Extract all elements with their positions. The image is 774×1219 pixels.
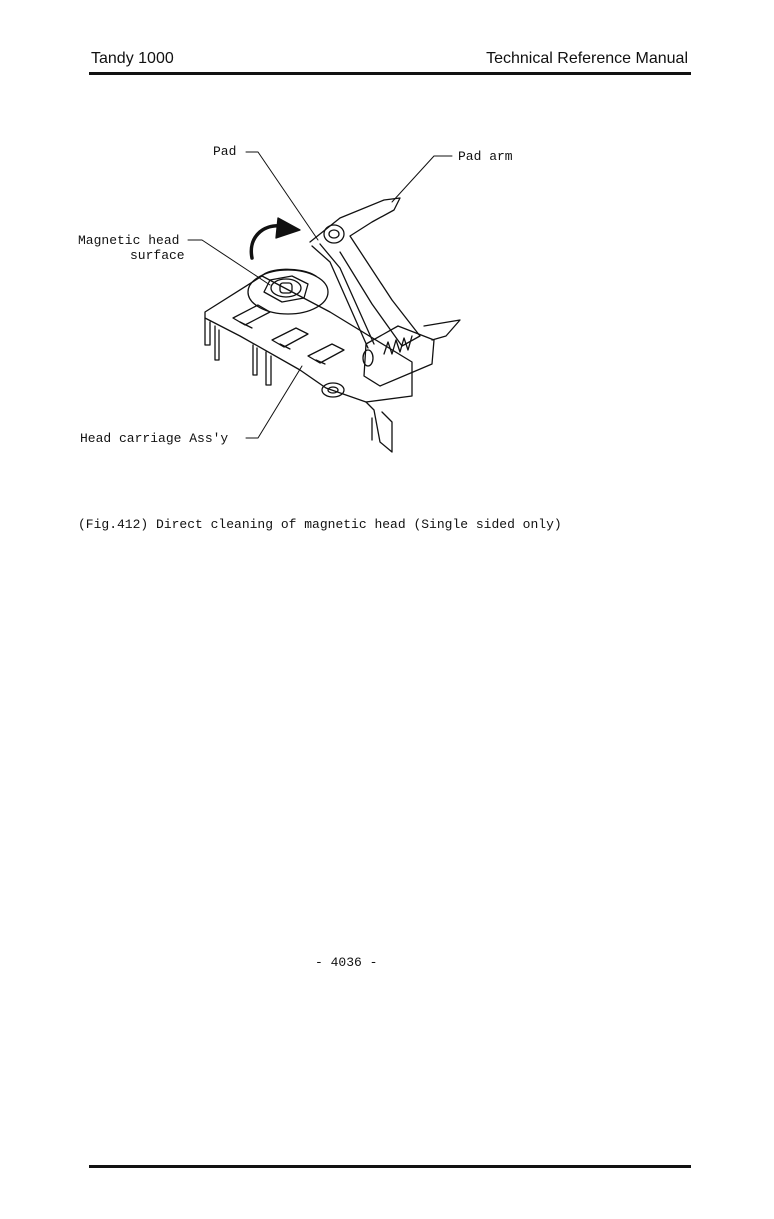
footer-divider: [89, 1165, 691, 1168]
leader-head-carriage: [246, 366, 302, 438]
pad-arm: [310, 198, 460, 386]
rotation-arrow: [251, 218, 300, 258]
page-number: - 4036 -: [315, 955, 378, 970]
header-title-right: Technical Reference Manual: [486, 50, 688, 67]
header-title-left: Tandy 1000: [91, 50, 174, 67]
label-magnetic-head-surface: surface: [130, 248, 185, 263]
head-cleaning-diagram: [70, 130, 490, 470]
label-magnetic-head: Magnetic head: [78, 233, 180, 248]
label-head-carriage: Head carriage Ass'y: [80, 431, 229, 446]
figure-caption: (Fig.412) Direct cleaning of magnetic head (Single sided only): [78, 517, 562, 532]
label-pad-arm: Pad arm: [458, 149, 513, 164]
header-divider: [89, 72, 691, 75]
leader-pad-arm: [392, 156, 452, 202]
label-pad: Pad: [213, 144, 237, 159]
head-carriage-frame: [205, 276, 412, 452]
magnetic-head: [248, 269, 328, 314]
